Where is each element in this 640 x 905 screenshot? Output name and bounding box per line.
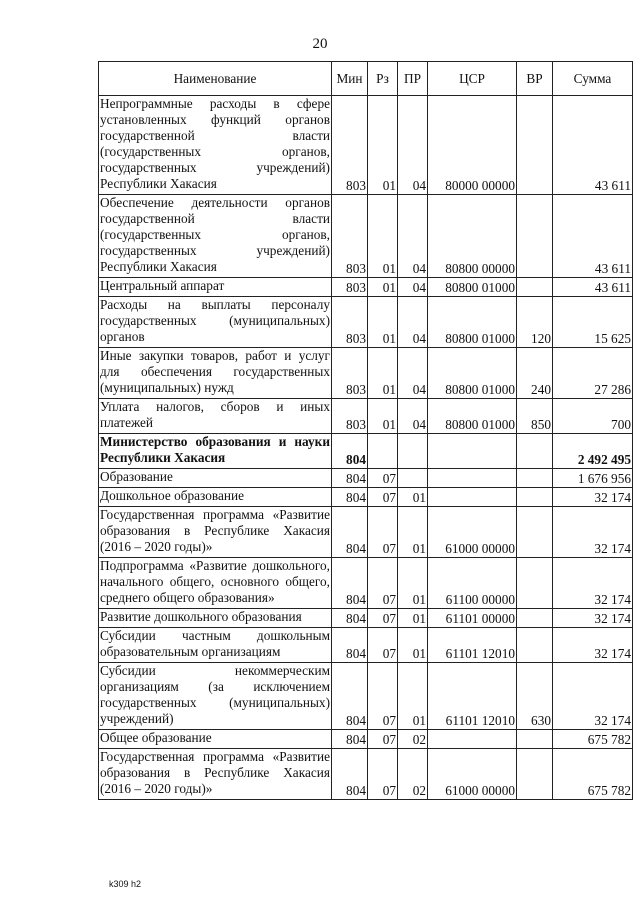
cell-sum: 32 174 <box>553 663 633 730</box>
cell-pr: 04 <box>398 348 428 399</box>
cell-vr <box>517 488 553 507</box>
cell-sum: 1 676 956 <box>553 469 633 488</box>
cell-vr: 630 <box>517 663 553 730</box>
cell-pr: 01 <box>398 628 428 663</box>
table-row <box>99 195 633 278</box>
cell-name: Уплата налогов, сборов и иных платежей <box>99 399 332 434</box>
cell-min: 803 <box>332 195 368 278</box>
cell-min: 804 <box>332 558 368 609</box>
cell-vr <box>517 558 553 609</box>
cell-vr <box>517 628 553 663</box>
cell-csr <box>428 434 517 469</box>
cell-name: Дошкольное образование <box>99 488 332 507</box>
cell-sum: 43 611 <box>553 96 633 195</box>
cell-rz: 01 <box>368 278 398 297</box>
cell-sum: 15 625 <box>553 297 633 348</box>
table-row <box>99 348 633 399</box>
cell-name: Субсидии некоммерческим организациям (за исключением государственных (муниципальных) учреждений) <box>99 663 332 730</box>
cell-sum: 675 782 <box>553 730 633 749</box>
cell-rz: 07 <box>368 507 398 558</box>
table-body <box>99 96 633 800</box>
cell-rz: 01 <box>368 399 398 434</box>
cell-min: 804 <box>332 609 368 628</box>
cell-pr: 01 <box>398 507 428 558</box>
table-row <box>99 488 633 507</box>
cell-rz: 07 <box>368 663 398 730</box>
table-row <box>99 278 633 297</box>
cell-vr: 120 <box>517 297 553 348</box>
cell-name: Государственная программа «Развитие образования в Республике Хакасия (2016 – 2020 годы)» <box>99 507 332 558</box>
table-row <box>99 663 633 730</box>
cell-rz <box>368 434 398 469</box>
cell-min: 804 <box>332 434 368 469</box>
cell-csr: 80800 01000 <box>428 278 517 297</box>
cell-sum: 43 611 <box>553 278 633 297</box>
cell-vr <box>517 730 553 749</box>
cell-csr: 80000 00000 <box>428 96 517 195</box>
cell-rz: 07 <box>368 558 398 609</box>
cell-min: 804 <box>332 488 368 507</box>
cell-sum: 32 174 <box>553 558 633 609</box>
cell-sum: 32 174 <box>553 628 633 663</box>
budget-table <box>98 61 633 800</box>
cell-vr <box>517 507 553 558</box>
footer-code: k309 h2 <box>109 879 142 889</box>
cell-name: Государственная программа «Развитие образования в Республике Хакасия (2016 – 2020 годы)» <box>99 749 332 800</box>
cell-csr: 61100 00000 <box>428 558 517 609</box>
cell-rz: 07 <box>368 609 398 628</box>
cell-rz: 07 <box>368 488 398 507</box>
cell-csr: 61101 00000 <box>428 609 517 628</box>
cell-rz: 07 <box>368 730 398 749</box>
cell-vr: 850 <box>517 399 553 434</box>
cell-pr: 02 <box>398 749 428 800</box>
cell-name: Министерство образования и науки Республики Хакасия <box>99 434 332 469</box>
table-row <box>99 628 633 663</box>
cell-min: 803 <box>332 399 368 434</box>
cell-min: 804 <box>332 730 368 749</box>
cell-name: Развитие дошкольного образования <box>99 609 332 628</box>
cell-rz: 07 <box>368 469 398 488</box>
cell-pr <box>398 469 428 488</box>
cell-csr: 61000 00000 <box>428 749 517 800</box>
header-rz: Рз <box>368 62 398 96</box>
cell-min: 804 <box>332 469 368 488</box>
cell-sum: 32 174 <box>553 488 633 507</box>
cell-rz: 01 <box>368 96 398 195</box>
header-sum: Сумма <box>553 62 633 96</box>
cell-name: Иные закупки товаров, работ и услуг для обеспечения государственных (муниципальных) нужд <box>99 348 332 399</box>
cell-pr: 04 <box>398 278 428 297</box>
page-number: 20 <box>312 36 328 52</box>
table-row <box>99 749 633 800</box>
cell-pr: 01 <box>398 663 428 730</box>
cell-pr: 01 <box>398 609 428 628</box>
cell-vr: 240 <box>517 348 553 399</box>
cell-rz: 07 <box>368 749 398 800</box>
cell-sum: 27 286 <box>553 348 633 399</box>
cell-rz: 01 <box>368 195 398 278</box>
header-min: Мин <box>332 62 368 96</box>
cell-pr: 02 <box>398 730 428 749</box>
cell-pr: 04 <box>398 195 428 278</box>
cell-vr <box>517 749 553 800</box>
header-csr: ЦСР <box>428 62 517 96</box>
cell-min: 803 <box>332 297 368 348</box>
table-row <box>99 507 633 558</box>
cell-pr: 04 <box>398 96 428 195</box>
cell-sum: 675 782 <box>553 749 633 800</box>
cell-csr: 61101 12010 <box>428 628 517 663</box>
cell-rz: 07 <box>368 628 398 663</box>
cell-csr: 80800 01000 <box>428 348 517 399</box>
cell-pr: 04 <box>398 399 428 434</box>
cell-rz: 01 <box>368 297 398 348</box>
header-vr: ВР <box>517 62 553 96</box>
cell-name: Непрограммные расходы в сфере установленных функций органов государственной власти (государственных органов, государственных учреждений) Республики Хакасия <box>99 96 332 195</box>
cell-pr: 01 <box>398 558 428 609</box>
cell-min: 803 <box>332 278 368 297</box>
cell-min: 804 <box>332 663 368 730</box>
cell-vr <box>517 609 553 628</box>
cell-name: Подпрограмма «Развитие дошкольного, начального общего, основного общего, среднего общего образования» <box>99 558 332 609</box>
cell-sum: 2 492 495 <box>553 434 633 469</box>
cell-name: Субсидии частным дошкольным образовательным организациям <box>99 628 332 663</box>
header-name: Наименование <box>99 62 332 96</box>
cell-sum: 32 174 <box>553 507 633 558</box>
cell-min: 804 <box>332 507 368 558</box>
cell-vr <box>517 195 553 278</box>
table-row <box>99 609 633 628</box>
cell-sum: 700 <box>553 399 633 434</box>
cell-name: Расходы на выплаты персоналу государственных (муниципальных) органов <box>99 297 332 348</box>
cell-sum: 32 174 <box>553 609 633 628</box>
cell-name: Центральный аппарат <box>99 278 332 297</box>
cell-name: Обеспечение деятельности органов государственной власти (государственных органов, государственных учреждений) Республики Хакасия <box>99 195 332 278</box>
cell-vr <box>517 96 553 195</box>
cell-min: 804 <box>332 749 368 800</box>
cell-name: Общее образование <box>99 730 332 749</box>
cell-csr: 80800 01000 <box>428 399 517 434</box>
cell-vr <box>517 469 553 488</box>
cell-csr: 61101 12010 <box>428 663 517 730</box>
cell-pr: 04 <box>398 297 428 348</box>
cell-pr <box>398 434 428 469</box>
cell-csr: 80800 01000 <box>428 297 517 348</box>
cell-min: 803 <box>332 96 368 195</box>
cell-vr <box>517 434 553 469</box>
cell-name: Образование <box>99 469 332 488</box>
table-row <box>99 730 633 749</box>
header-pr: ПР <box>398 62 428 96</box>
cell-csr <box>428 730 517 749</box>
cell-csr: 80800 00000 <box>428 195 517 278</box>
cell-vr <box>517 278 553 297</box>
table-row <box>99 434 633 469</box>
cell-csr <box>428 469 517 488</box>
table-row <box>99 399 633 434</box>
cell-pr: 01 <box>398 488 428 507</box>
cell-sum: 43 611 <box>553 195 633 278</box>
table-row <box>99 297 633 348</box>
cell-rz: 01 <box>368 348 398 399</box>
table-row <box>99 469 633 488</box>
cell-min: 804 <box>332 628 368 663</box>
table-row <box>99 96 633 195</box>
cell-min: 803 <box>332 348 368 399</box>
table-row <box>99 558 633 609</box>
cell-csr <box>428 488 517 507</box>
table-header-row <box>99 62 633 96</box>
cell-csr: 61000 00000 <box>428 507 517 558</box>
